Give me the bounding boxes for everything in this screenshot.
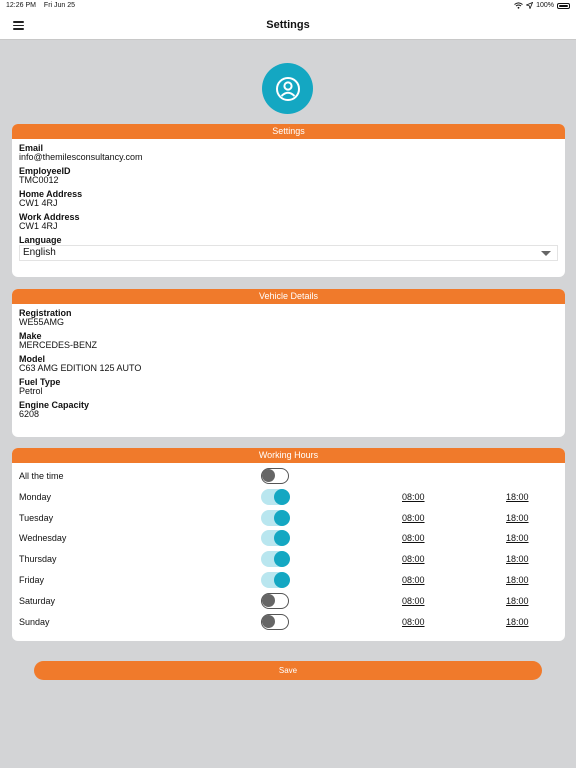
start-time-thursday[interactable]: 08:00 [402,554,425,565]
day-row-wednesday [12,528,565,549]
day-label-thursday: Thursday [19,554,57,565]
vehicle-body [12,304,565,419]
email-label: Email [19,143,44,153]
make-label: Make [19,331,42,341]
day-label-friday: Friday [19,574,45,585]
employee-id-field [19,166,558,185]
day-label-wednesday: Wednesday [19,533,67,544]
all-the-time-toggle[interactable] [261,468,289,484]
make-field [19,331,558,350]
registration-field [19,308,558,327]
home-address-field [19,189,558,208]
day-toggle-monday[interactable] [261,489,289,505]
end-time-sunday[interactable]: 18:00 [506,616,529,627]
working-hours-card [12,448,565,641]
language-selected-value: English [23,247,56,258]
toggle-knob [274,551,290,567]
model-label: Model [19,354,45,364]
status-right [514,2,570,9]
save-button[interactable]: Save [34,661,542,680]
status-left [6,2,81,9]
home-address-label: Home Address [19,189,83,199]
day-row-monday [12,487,565,508]
day-toggle-tuesday[interactable] [261,510,289,526]
toggle-knob [274,530,290,546]
model-value: C63 AMG EDITION 125 AUTO [19,363,142,373]
fuel-type-field [19,377,558,396]
location-icon [526,2,533,9]
working-hours-body [12,463,565,632]
day-label-sunday: Sunday [19,616,50,627]
avatar[interactable] [262,63,313,114]
work-address-field [19,212,558,231]
day-row-sunday [12,612,565,633]
all-the-time-row [12,466,565,487]
user-circle-icon [275,76,301,102]
language-field [19,235,558,261]
battery-percent: 100% [536,2,554,9]
start-time-friday[interactable]: 08:00 [402,574,425,585]
wifi-icon [514,2,523,9]
status-time: 12:26 PM [6,2,36,9]
language-label: Language [19,235,62,245]
day-rows [12,487,565,633]
end-time-monday[interactable]: 18:00 [506,491,529,502]
day-row-thursday [12,549,565,570]
day-label-tuesday: Tuesday [19,512,54,523]
work-address-label: Work Address [19,212,80,222]
page-title: Settings [266,19,310,31]
employee-id-value: TMC0012 [19,175,59,185]
registration-label: Registration [19,308,72,318]
settings-header: Settings [12,124,565,139]
all-the-time-label: All the time [19,471,64,481]
day-toggle-saturday[interactable] [261,593,289,609]
chevron-down-icon [541,251,551,256]
employee-id-label: EmployeeID [19,166,71,176]
toggle-knob [262,594,275,607]
toggle-knob [274,489,290,505]
day-row-tuesday [12,508,565,529]
toggle-knob [274,510,290,526]
settings-body [12,139,565,261]
email-value: info@themilesconsultancy.com [19,152,143,162]
end-time-wednesday[interactable]: 18:00 [506,533,529,544]
fuel-type-value: Petrol [19,386,43,396]
day-row-saturday [12,591,565,612]
day-toggle-friday[interactable] [261,572,289,588]
start-time-sunday[interactable]: 08:00 [402,616,425,627]
start-time-monday[interactable]: 08:00 [402,491,425,502]
vehicle-card [12,289,565,437]
language-select[interactable] [19,245,558,261]
start-time-saturday[interactable]: 08:00 [402,595,425,606]
fuel-type-label: Fuel Type [19,377,61,387]
day-toggle-sunday[interactable] [261,614,289,630]
day-toggle-thursday[interactable] [261,551,289,567]
end-time-thursday[interactable]: 18:00 [506,554,529,565]
end-time-tuesday[interactable]: 18:00 [506,512,529,523]
toggle-knob [262,615,275,628]
battery-icon [557,3,570,9]
toggle-knob [274,572,290,588]
status-bar [0,0,576,12]
toggle-knob [262,469,275,482]
model-field [19,354,558,373]
engine-capacity-label: Engine Capacity [19,400,90,410]
start-time-wednesday[interactable]: 08:00 [402,533,425,544]
day-label-saturday: Saturday [19,595,56,606]
work-address-value: CW1 4RJ [19,221,58,231]
end-time-friday[interactable]: 18:00 [506,574,529,585]
vehicle-header: Vehicle Details [12,289,565,304]
working-hours-header: Working Hours [12,448,565,463]
day-toggle-wednesday[interactable] [261,530,289,546]
engine-capacity-field [19,400,558,419]
day-label-monday: Monday [19,491,52,502]
make-value: MERCEDES-BENZ [19,340,98,350]
home-address-value: CW1 4RJ [19,198,58,208]
engine-capacity-value: 6208 [19,409,40,419]
nav-bar [0,12,576,40]
start-time-tuesday[interactable]: 08:00 [402,512,425,523]
day-row-friday [12,570,565,591]
status-date: Fri Jun 25 [43,2,76,9]
end-time-saturday[interactable]: 18:00 [506,595,529,606]
registration-value: WE55AMG [19,317,65,327]
email-field [19,143,558,162]
settings-card [12,124,565,277]
